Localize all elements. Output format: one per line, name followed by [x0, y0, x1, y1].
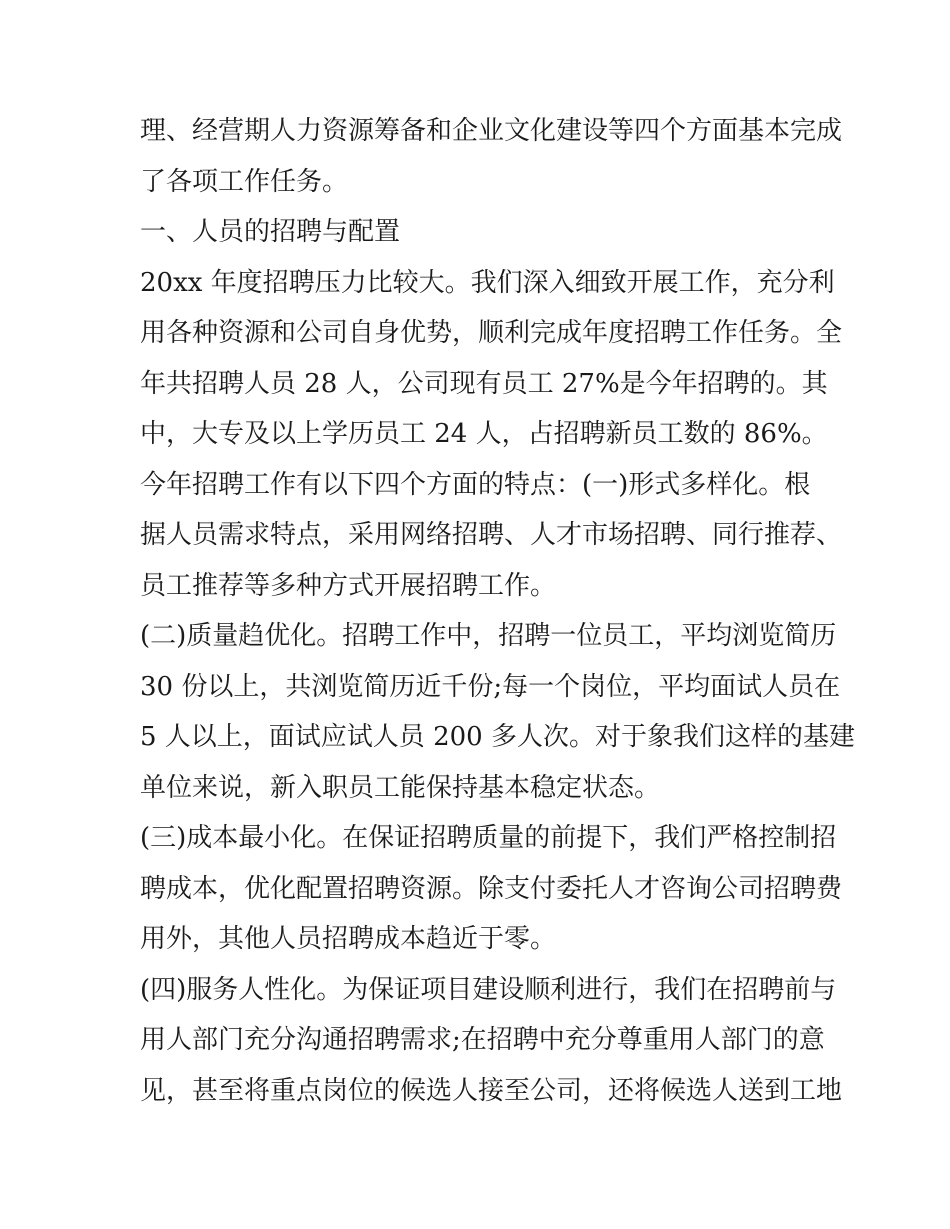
text-line: 用人部门充分沟通招聘需求;在招聘中充分尊重用人部门的意 — [140, 1025, 825, 1055]
text-line: 今年招聘工作有以下四个方面的特点：(一)形式多样化。根 — [140, 469, 811, 500]
body-text — [140, 106, 855, 1116]
text-line: 理、经营期人力资源筹备和企业文化建设等四个方面基本完成 — [140, 116, 843, 146]
text-line: 据人员需求特点，采用网络招聘、人才市场招聘、同行推荐、 — [140, 520, 843, 550]
text-line: 30 份以上，共浏览简历近千份;每一个岗位，平均面试人员在 — [140, 671, 841, 702]
text-line: 年共招聘人员 28 人，公司现有员工 27%是今年招聘的。其 — [140, 368, 828, 399]
text-line: 见，甚至将重点岗位的候选人接至公司，还将候选人送到工地 — [140, 1075, 843, 1106]
text-line: 中，大专及以上学历员工 24 人，占招聘新员工数的 86%。 — [140, 419, 828, 449]
text-line: 聘成本，优化配置招聘资源。除支付委托人才咨询公司招聘费 — [140, 873, 843, 904]
text-line: 用外，其他人员招聘成本趋近于零。 — [140, 924, 557, 954]
section-heading: 一、人员的招聘与配置 — [140, 217, 401, 247]
text-line: (三)成本最小化。在保证招聘质量的前提下，我们严格控制招 — [140, 823, 837, 853]
text-line: 用各种资源和公司自身优势，顺利完成年度招聘工作任务。全 — [140, 318, 843, 348]
text-line: 5 人以上，面试应试人员 200 多人次。对于象我们这样的基建 — [140, 722, 855, 752]
text-line: 单位来说，新入职员工能保持基本稳定状态。 — [140, 772, 661, 803]
text-line: (四)服务人性化。为保证项目建设顺利进行，我们在招聘前与 — [140, 974, 837, 1005]
text-line: 员工推荐等多种方式开展招聘工作。 — [140, 570, 557, 601]
text-line: 了各项工作任务。 — [140, 166, 349, 197]
text-line: 20xx 年度招聘压力比较大。我们深入细致开展工作，充分利 — [140, 267, 835, 298]
text-line: (二)质量趋优化。招聘工作中，招聘一位员工，平均浏览简历 — [140, 621, 837, 651]
